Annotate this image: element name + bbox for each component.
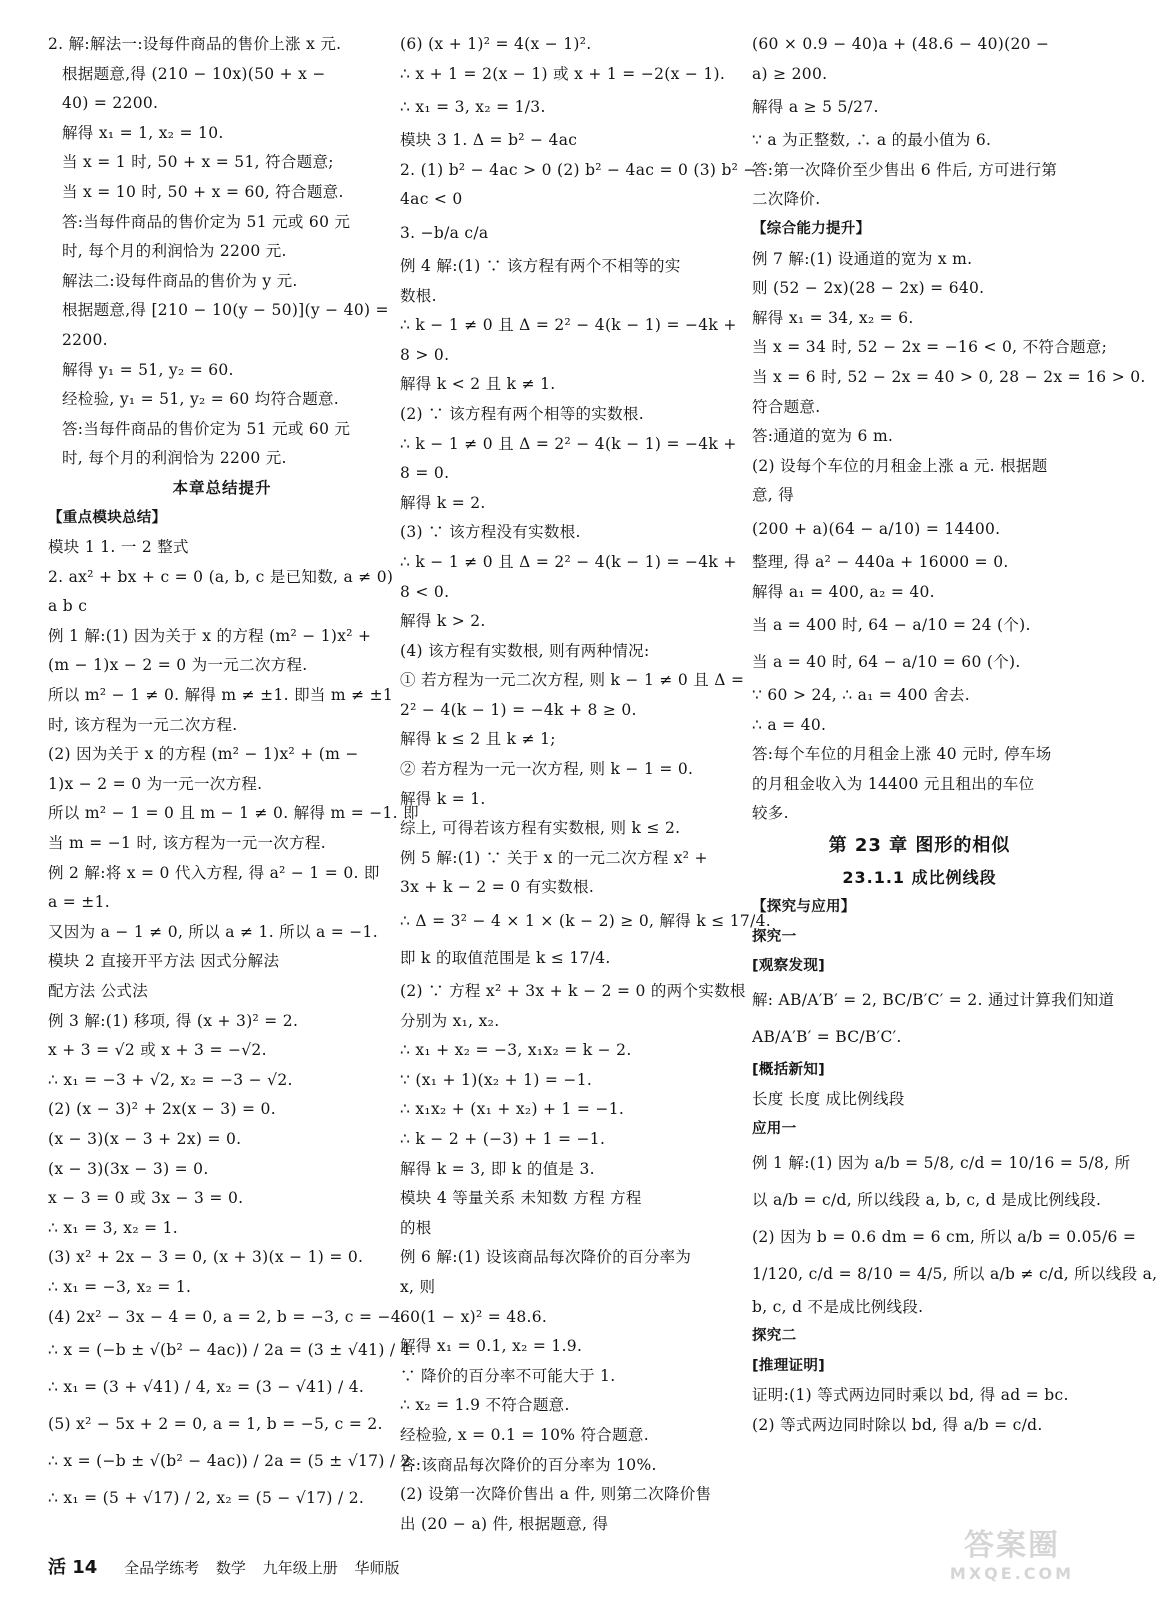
text-line: 答:该商品每次降价的百分率为 10%. bbox=[400, 1455, 657, 1474]
formula-line: ∴ x = (−b ± √(b² − 4ac)) / 2a = (3 ± √41) / 4. bbox=[48, 1341, 417, 1360]
formula-line: ∴ Δ = 3² − 4 × 1 × (k − 2) ≥ 0, 解得 k ≤ 17/4. bbox=[400, 912, 771, 931]
text-line: (2) (x − 3)² + 2x(x − 3) = 0. bbox=[48, 1100, 276, 1119]
watermark-url: MXQE.COM bbox=[949, 1564, 1075, 1583]
text-line: 例 4 解:(1) ∵ 该方程有两个不相等的实 bbox=[400, 256, 681, 275]
text-line: ∴ k − 1 ≠ 0 且 Δ = 2² − 4(k − 1) = −4k + bbox=[400, 434, 737, 453]
formula-line: ∴ x₁ = (3 + √41) / 4, x₂ = (3 − √41) / 4. bbox=[48, 1378, 365, 1397]
chapter-title: 第 23 章 图形的相似 bbox=[828, 835, 1011, 857]
text-line: a b c bbox=[48, 597, 88, 616]
text-line: (3) x² + 2x − 3 = 0, (x + 3)(x − 1) = 0. bbox=[48, 1248, 364, 1267]
text-line: (4) 该方程有实数根, 则有两种情况: bbox=[400, 641, 650, 660]
text-line: 的根 bbox=[400, 1218, 432, 1237]
text-line: (2) ∵ 该方程有两个相等的实数根. bbox=[400, 404, 644, 423]
formula-line: 当 a = 40 时, 64 − a/10 = 60 (个). bbox=[752, 653, 1021, 672]
text-line: 当 x = 34 时, 52 − 2x = −16 < 0, 不符合题意; bbox=[752, 338, 1108, 357]
text-line: b, c, d 不是成比例线段. bbox=[752, 1297, 924, 1316]
bracket-heading: 【探究与应用】 bbox=[752, 899, 856, 916]
text-line: 模块 4 等量关系 未知数 方程 方程 bbox=[400, 1189, 642, 1208]
page-footer bbox=[48, 1552, 412, 1584]
formula-line: 即 k 的取值范围是 k ≤ 17/4. bbox=[400, 949, 611, 968]
text-line: ② 若方程为一元一次方程, 则 k − 1 = 0. bbox=[400, 760, 694, 779]
text-line: ∴ x₂ = 1.9 不符合题意. bbox=[400, 1396, 570, 1415]
text-line: 2. 解:解法一:设每件商品的售价上涨 x 元. bbox=[48, 35, 342, 53]
text-line: 8 < 0. bbox=[400, 582, 450, 601]
text-line: 模块 1 1. 一 2 整式 bbox=[48, 538, 189, 557]
text-line: 解得 k = 1. bbox=[400, 789, 486, 808]
watermark-logo bbox=[937, 1528, 1087, 1590]
text-line: (x − 3)(x − 3 + 2x) = 0. bbox=[48, 1129, 242, 1148]
text-line: 例 5 解:(1) ∵ 关于 x 的一元二次方程 x² + bbox=[400, 848, 708, 867]
text-line: ∵ (x₁ + 1)(x₂ + 1) = −1. bbox=[400, 1070, 593, 1089]
text-line: 二次降价. bbox=[752, 190, 821, 209]
text-line: 又因为 a − 1 ≠ 0, 所以 a ≠ 1. 所以 a = −1. bbox=[48, 922, 378, 941]
bracket-heading: [观察发现] bbox=[752, 958, 826, 975]
text-line: 3x + k − 2 = 0 有实数根. bbox=[400, 878, 595, 897]
subheading: 探究二 bbox=[752, 1328, 797, 1345]
text-line: (60 × 0.9 − 40)a + (48.6 − 40)(20 − bbox=[752, 35, 1050, 53]
text-line: 证明:(1) 等式两边同时乘以 bd, 得 ad = bc. bbox=[752, 1386, 1069, 1405]
section-heading: 本章总结提升 bbox=[172, 478, 272, 497]
text-line: a) ≥ 200. bbox=[752, 64, 828, 83]
text-line: ∵ 降价的百分率不可能大于 1. bbox=[400, 1366, 616, 1385]
text-line: (2) 设每个车位的月租金上涨 a 元. 根据题 bbox=[752, 456, 1048, 475]
text-line: 解得 k = 3, 即 k 的值是 3. bbox=[400, 1159, 595, 1178]
text-line: 2200. bbox=[62, 330, 108, 349]
text-line: ∵ 60 > 24, ∴ a₁ = 400 舍去. bbox=[752, 686, 970, 705]
text-line: 综上, 可得若该方程有实数根, 则 k ≤ 2. bbox=[400, 819, 681, 838]
text-line: ∴ x₁x₂ + (x₁ + x₂) + 1 = −1. bbox=[400, 1100, 625, 1119]
formula-line: 例 1 解:(1) 因为 a/b = 5/8, c/d = 10/16 = 5/8, 所 bbox=[752, 1153, 1131, 1172]
text-line: ∴ k − 2 + (−3) + 1 = −1. bbox=[400, 1130, 606, 1148]
text-line: 分别为 x₁, x₂. bbox=[400, 1011, 500, 1030]
formula-line: 3. −b/a c/a bbox=[400, 223, 489, 242]
subheading: 探究一 bbox=[752, 928, 797, 945]
watermark-text: 答案圈 bbox=[964, 1528, 1060, 1563]
formula-line: 解得 a ≥ 5 5/27. bbox=[752, 98, 879, 117]
text-line: 数根. bbox=[400, 286, 437, 305]
text-line: 长度 长度 成比例线段 bbox=[752, 1090, 905, 1109]
subject-name: 数学 bbox=[215, 1559, 246, 1577]
text-line: 模块 2 直接开平方法 因式分解法 bbox=[48, 952, 280, 971]
text-line: 2. ax² + bx + c = 0 (a, b, c 是已知数, a ≠ 0) bbox=[48, 567, 394, 586]
formula-line: 解: AB/A′B′ = 2, BC/B′C′ = 2. 通过计算我们知道 bbox=[752, 990, 1115, 1009]
text-line: 的月租金收入为 14400 元且租出的车位 bbox=[752, 774, 1035, 793]
bracket-heading: 【重点模块总结】 bbox=[48, 509, 167, 526]
text-line: ∵ a 为正整数, ∴ a 的最小值为 6. bbox=[752, 131, 992, 150]
text-line: x − 3 = 0 或 3x − 3 = 0. bbox=[48, 1189, 244, 1208]
text-line: 整理, 得 a² − 440a + 16000 = 0. bbox=[752, 552, 1009, 571]
text-line: 时, 该方程为一元二次方程. bbox=[48, 715, 238, 734]
text-line: (x − 3)(3x − 3) = 0. bbox=[48, 1159, 209, 1178]
text-line: 配方法 公式法 bbox=[48, 982, 149, 1000]
text-line: 8 > 0. bbox=[400, 345, 450, 364]
text-line: (4) 2x² − 3x − 4 = 0, a = 2, b = −3, c = −4. bbox=[48, 1307, 407, 1326]
formula-line: ∴ x₁ = 3, x₂ = 1/3. bbox=[400, 98, 546, 117]
formula-line: 1/120, c/d = 8/10 = 4/5, 所以 a/b ≠ c/d, 所以线段 a, bbox=[752, 1264, 1157, 1283]
text-line: 时, 每个月的利润恰为 2200 元. bbox=[62, 242, 287, 261]
text-line: 经检验, x = 0.1 = 10% 符合题意. bbox=[400, 1425, 649, 1444]
text-line: ∴ x₁ = −3 + √2, x₂ = −3 − √2. bbox=[48, 1070, 293, 1089]
text-line: 解法二:设每件商品的售价为 y 元. bbox=[62, 271, 298, 290]
text-line: 例 1 解:(1) 因为关于 x 的方程 (m² − 1)x² + bbox=[48, 626, 372, 645]
text-line: 8 = 0. bbox=[400, 464, 450, 483]
edition-name: 华师版 bbox=[354, 1559, 400, 1577]
formula-line: (200 + a)(64 − a/10) = 14400. bbox=[752, 519, 1001, 538]
text-line: 解得 x₁ = 1, x₂ = 10. bbox=[62, 123, 224, 142]
text-line: 2² − 4(k − 1) = −4k + 8 ≥ 0. bbox=[400, 700, 637, 719]
text-line: 意, 得 bbox=[752, 486, 795, 505]
text-line: x, 则 bbox=[400, 1277, 436, 1296]
bracket-heading: [概括新知] bbox=[752, 1061, 826, 1078]
text-line: (2) ∵ 方程 x² + 3x + k − 2 = 0 的两个实数根 bbox=[400, 982, 746, 1001]
text-line: 当 x = 1 时, 50 + x = 51, 符合题意; bbox=[62, 153, 334, 172]
formula-line: ∴ x = (−b ± √(b² − 4ac)) / 2a = (5 ± √17) / 2. bbox=[48, 1452, 417, 1471]
text-line: 出 (20 − a) 件, 根据题意, 得 bbox=[400, 1514, 609, 1533]
text-line: ∴ x + 1 = 2(x − 1) 或 x + 1 = −2(x − 1). bbox=[400, 64, 726, 83]
text-line: 解得 x₁ = 0.1, x₂ = 1.9. bbox=[400, 1337, 583, 1356]
text-line: 解得 x₁ = 34, x₂ = 6. bbox=[752, 308, 914, 327]
text-line: (2) 设第一次降价售出 a 件, 则第二次降价售 bbox=[400, 1485, 712, 1504]
text-line: ∴ x₁ = −3, x₂ = 1. bbox=[48, 1277, 192, 1296]
text-line: ∴ k − 1 ≠ 0 且 Δ = 2² − 4(k − 1) = −4k + bbox=[400, 552, 737, 571]
text-line: 4ac < 0 bbox=[400, 190, 463, 209]
bracket-heading: 【综合能力提升】 bbox=[752, 220, 871, 237]
text-line: 模块 3 1. Δ = b² − 4ac bbox=[400, 131, 578, 150]
grade-name: 九年级上册 bbox=[262, 1559, 338, 1577]
text-line: 答:第一次降价至少售出 6 件后, 方可进行第 bbox=[752, 160, 1058, 179]
brand-name: 全品学练考 bbox=[124, 1559, 200, 1577]
text-line: (6) (x + 1)² = 4(x − 1)². bbox=[400, 35, 592, 53]
formula-line: 以 a/b = c/d, 所以线段 a, b, c, d 是成比例线段. bbox=[752, 1190, 1102, 1209]
text-line: 解得 k > 2. bbox=[400, 612, 486, 631]
text-line: 符合题意. bbox=[752, 397, 821, 416]
text-line: 答:当每件商品的售价定为 51 元或 60 元 bbox=[62, 212, 351, 231]
text-line: (2) 因为关于 x 的方程 (m² − 1)x² + (m − bbox=[48, 745, 359, 764]
text-line: ∴ a = 40. bbox=[752, 715, 827, 734]
text-line: 所以 m² − 1 = 0 且 m − 1 ≠ 0. 解得 m = −1. 即 bbox=[48, 804, 419, 823]
text-line: (2) 等式两边同时除以 bd, 得 a/b = c/d. bbox=[752, 1416, 1043, 1434]
text-line: 40) = 2200. bbox=[62, 94, 159, 113]
section-title: 23.1.1 成比例线段 bbox=[842, 868, 997, 888]
text-line: 答:当每件商品的售价定为 51 元或 60 元 bbox=[62, 419, 351, 438]
text-line: ∴ x₁ = 3, x₂ = 1. bbox=[48, 1218, 178, 1237]
column-3 bbox=[752, 30, 1157, 1441]
text-line: 当 x = 6 时, 52 − 2x = 40 > 0, 28 − 2x = 16 > 0. bbox=[752, 367, 1146, 386]
subheading: 应用一 bbox=[752, 1121, 797, 1138]
text-line: ① 若方程为一元二次方程, 则 k − 1 ≠ 0 且 Δ = bbox=[400, 671, 745, 690]
formula-line: (2) 因为 b = 0.6 dm = 6 cm, 所以 a/b = 0.05/6 = bbox=[752, 1227, 1137, 1246]
text-line: a = ±1. bbox=[48, 893, 110, 912]
bracket-heading: [推理证明] bbox=[752, 1357, 826, 1374]
formula-line: AB/A′B′ = BC/B′C′. bbox=[752, 1027, 902, 1046]
text-line: 解得 k < 2 且 k ≠ 1. bbox=[400, 375, 556, 394]
text-line: 根据题意,得 (210 − 10x)(50 + x − bbox=[62, 64, 326, 83]
text-line: 例 2 解:将 x = 0 代入方程, 得 a² − 1 = 0. 即 bbox=[48, 863, 380, 882]
text-line: 答:每个车位的月租金上涨 40 元时, 停车场 bbox=[752, 745, 1052, 764]
text-line: (5) x² − 5x + 2 = 0, a = 1, b = −5, c = 2. bbox=[48, 1415, 383, 1434]
text-line: 当 x = 10 时, 50 + x = 60, 符合题意. bbox=[62, 182, 344, 201]
text-line: (m − 1)x − 2 = 0 为一元二次方程. bbox=[48, 656, 308, 675]
text-line: x + 3 = √2 或 x + 3 = −√2. bbox=[48, 1041, 267, 1060]
text-line: 解得 y₁ = 51, y₂ = 60. bbox=[62, 360, 234, 379]
text-line: 较多. bbox=[752, 804, 789, 823]
formula-line: 当 a = 400 时, 64 − a/10 = 24 (个). bbox=[752, 616, 1031, 635]
text-line: 时, 每个月的利润恰为 2200 元. bbox=[62, 449, 287, 468]
text-line: ∴ k − 1 ≠ 0 且 Δ = 2² − 4(k − 1) = −4k + bbox=[400, 316, 737, 335]
text-line: 2. (1) b² − 4ac > 0 (2) b² − 4ac = 0 (3) b² − bbox=[400, 160, 757, 179]
text-line: 则 (52 − 2x)(28 − 2x) = 640. bbox=[752, 279, 985, 298]
text-line: 例 6 解:(1) 设该商品每次降价的百分率为 bbox=[400, 1248, 692, 1267]
text-line: 经检验, y₁ = 51, y₂ = 60 均符合题意. bbox=[62, 390, 340, 409]
text-line: 所以 m² − 1 ≠ 0. 解得 m ≠ ±1. 即当 m ≠ ±1 bbox=[48, 686, 394, 705]
text-line: 当 m = −1 时, 该方程为一元一次方程. bbox=[48, 834, 326, 853]
text-line: 解得 k ≤ 2 且 k ≠ 1; bbox=[400, 730, 556, 749]
text-line: 1)x − 2 = 0 为一元一次方程. bbox=[48, 774, 263, 793]
text-line: ∴ x₁ + x₂ = −3, x₁x₂ = k − 2. bbox=[400, 1041, 632, 1060]
text-line: 例 7 解:(1) 设通道的宽为 x m. bbox=[752, 249, 973, 268]
text-line: 解得 a₁ = 400, a₂ = 40. bbox=[752, 582, 935, 601]
text-line: (3) ∵ 该方程没有实数根. bbox=[400, 523, 581, 542]
text-line: 答:通道的宽为 6 m. bbox=[752, 427, 894, 446]
formula-line: ∴ x₁ = (5 + √17) / 2, x₂ = (5 − √17) / 2. bbox=[48, 1489, 365, 1508]
text-line: 例 3 解:(1) 移项, 得 (x + 3)² = 2. bbox=[48, 1011, 299, 1030]
text-line: 解得 k = 2. bbox=[400, 493, 486, 512]
text-line: 根据题意,得 [210 − 10(y − 50)](y − 40) = bbox=[62, 301, 389, 320]
text-line: 60(1 − x)² = 48.6. bbox=[400, 1307, 548, 1326]
page-number: 活 14 bbox=[48, 1557, 98, 1578]
